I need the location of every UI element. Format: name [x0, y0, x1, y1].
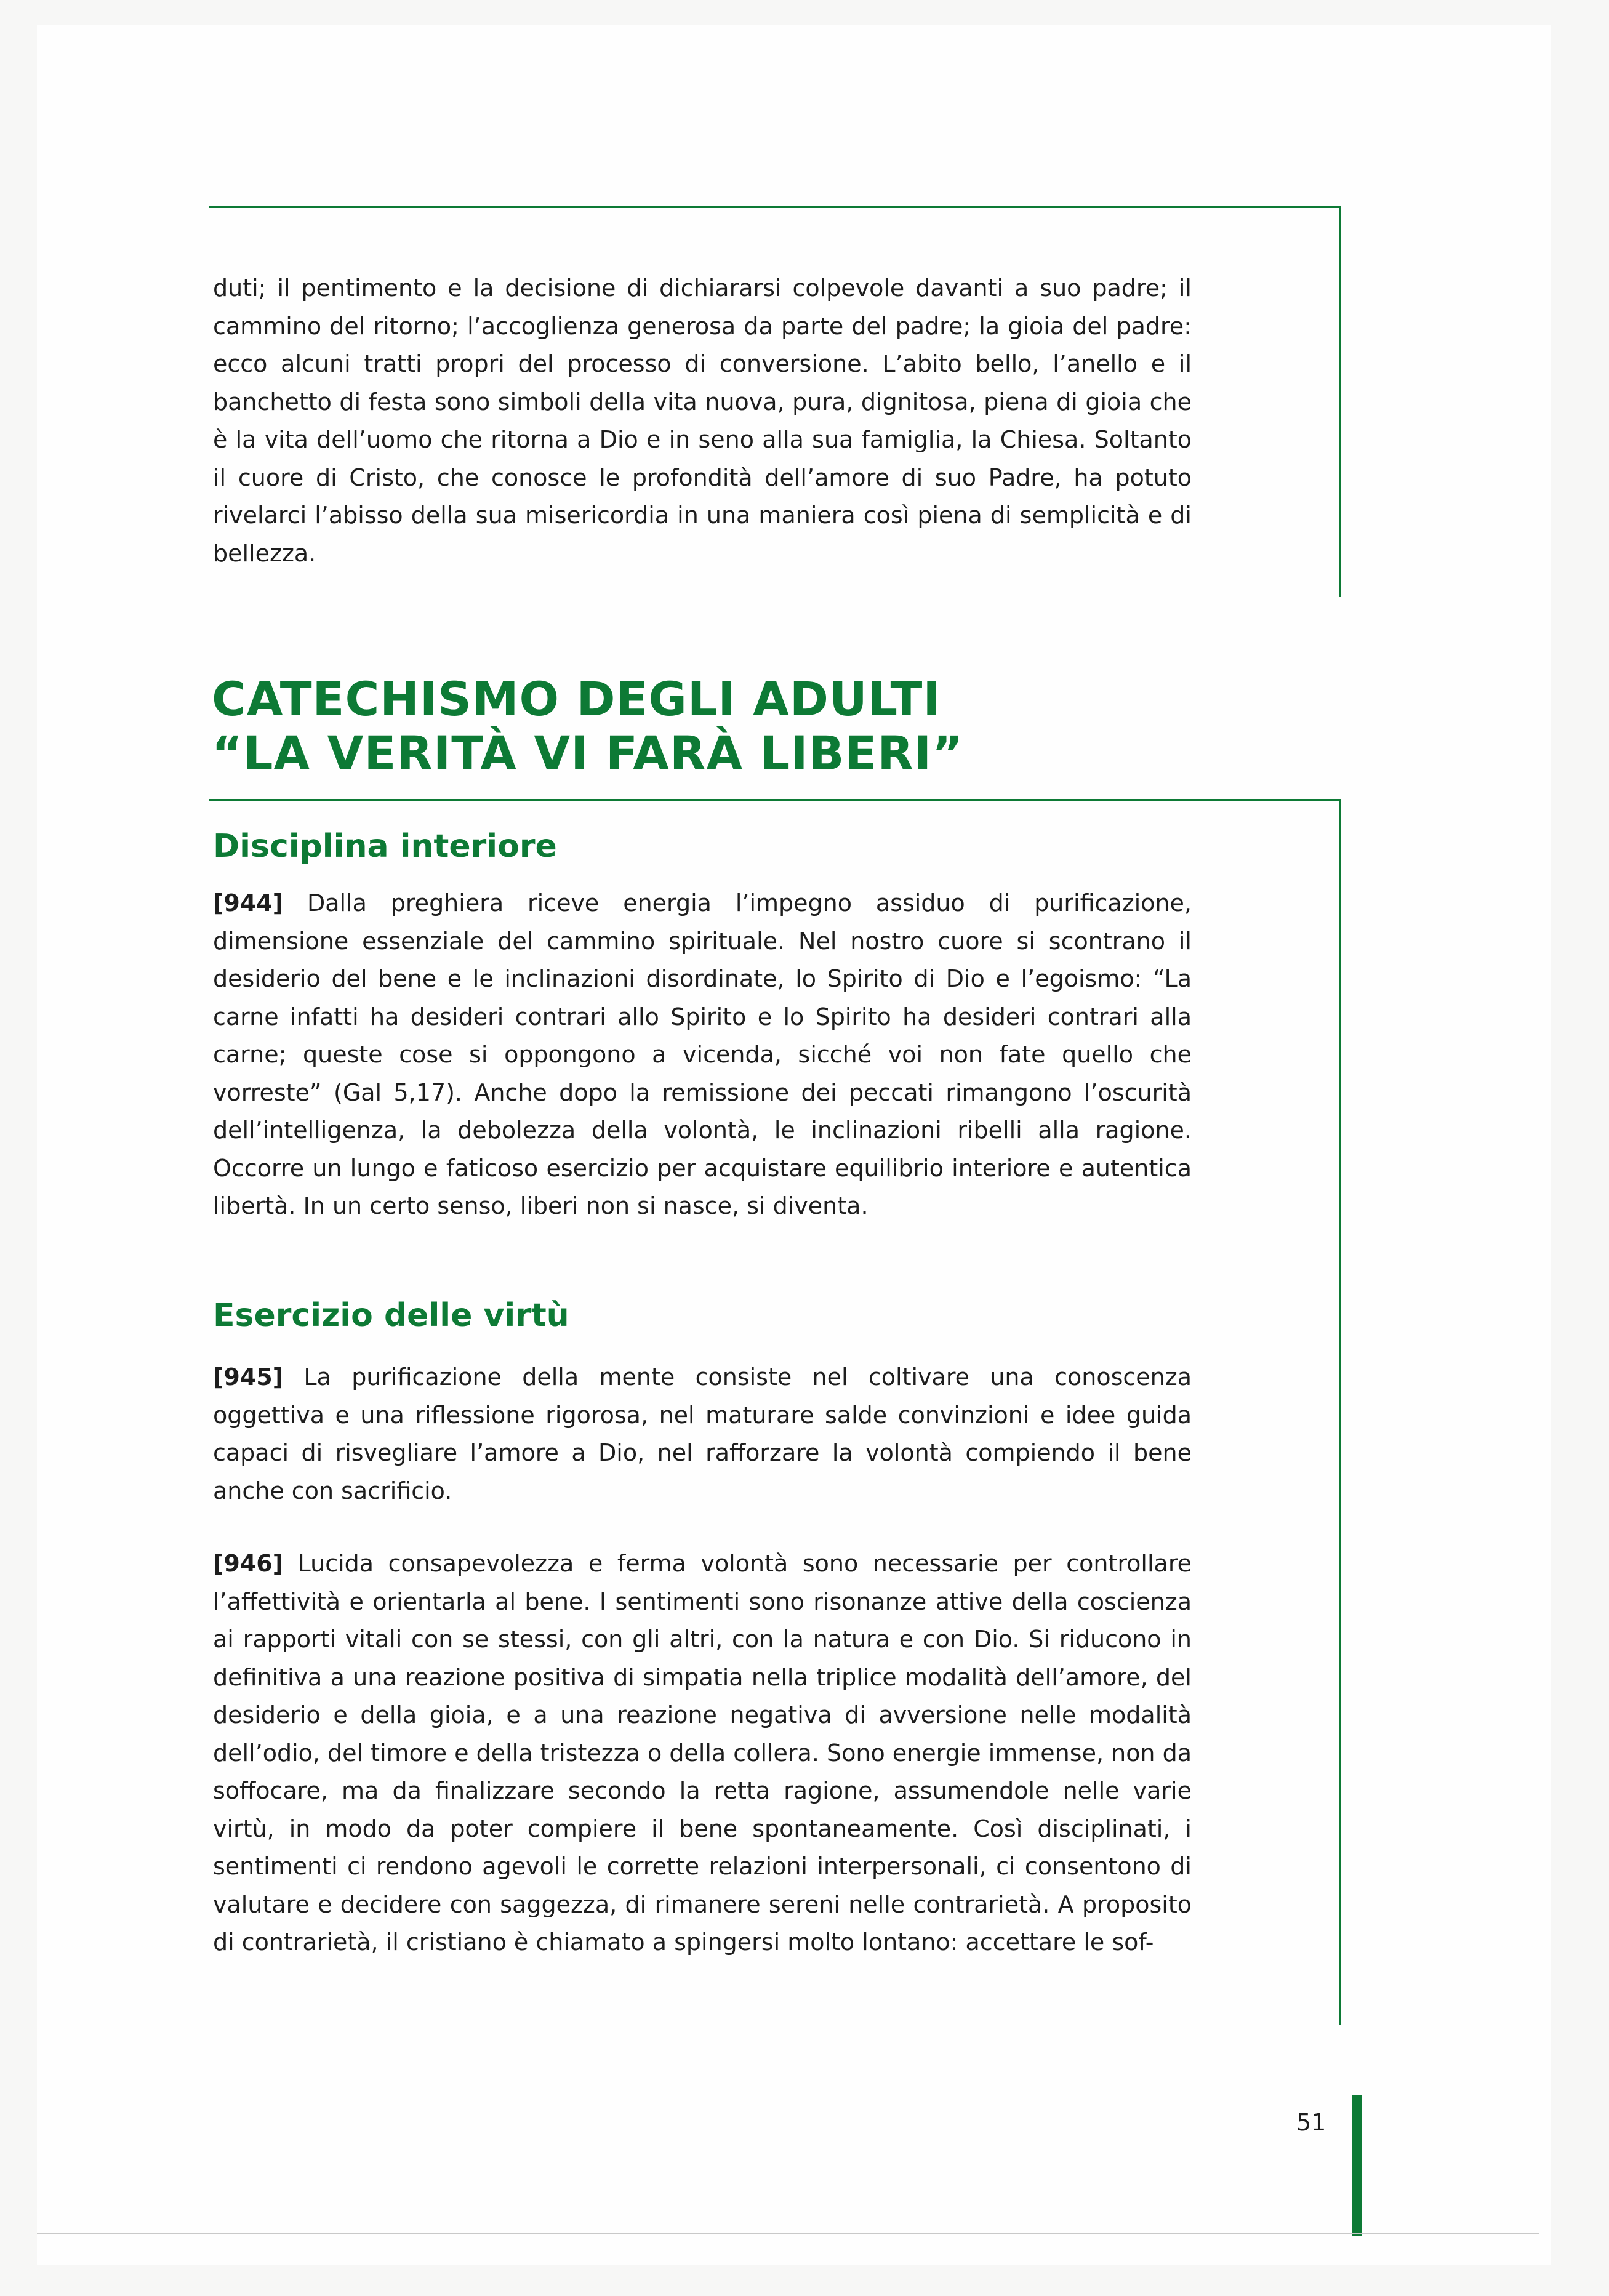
right-margin-rule: [1339, 799, 1341, 2025]
paragraph-945: [213, 1359, 1192, 1510]
intro-paragraph: [213, 270, 1192, 572]
paragraph-946-text: Lucida consapevolezza e ferma volontà sono necessarie per controllare l’affettività e orientarla al bene. I sentimenti sono risonanze attive della coscienza ai rapporti vitali con se stessi, con gli altri, con la natura e con Dio. Si riducono in definitiva a una reazione positiva di simpatia nella triplice modalità dell’amore, del desiderio e della gioia, e a una reazione negativa di avversione nelle modalità dell’odio, del timore e della tristezza o della collera. Sono energie immense, non da soffocare, ma da finalizzare secondo la retta ragione, assumendole nelle varie virtù, in modo da poter compiere il bene spontaneamente. Così disciplinati, i sentimenti ci rendono agevoli le corrette relazioni interpersonali, ci consentono di valutare e decidere con saggezza, di rimanere sereni nelle contrarietà. A proposito di contrarietà, il cristiano è chiamato a spingersi molto lontano: accettare le sof-: [213, 1550, 1192, 1956]
title-rule: [209, 799, 1341, 801]
section-heading-esercizio: Esercizio delle virtù: [213, 1297, 569, 1334]
title-line-1: CATECHISMO DEGLI ADULTI: [212, 672, 941, 726]
page-tab-marker: [1352, 2095, 1362, 2236]
paragraph-946-number: [946]: [213, 1550, 284, 1577]
paragraph-944: [213, 885, 1192, 1226]
top-right-rule: [1339, 206, 1341, 597]
paragraph-945-text: La purificazione della mente consiste nel coltivare una conoscenza oggettiva e una riflessione rigorosa, nel maturare salde convinzioni e idee guida capaci di risvegliare l’amore a Dio, nel rafforzare la volontà compiendo il bene anche con sacrificio.: [213, 1363, 1192, 1504]
paragraph-946: [213, 1545, 1192, 1962]
intro-paragraph-text: duti; il pentimento e la decisione di dichiararsi colpevole davanti a suo padre; il cammino del ritorno; l’accoglienza generosa da parte del padre; la gioia del padre: ecco alcuni tratti propri del processo di conversione. L’abito bello, l’anello e il banchetto di festa sono simboli della vita nuova, pura, dignitosa, piena di gioia che è la vita dell’uomo che ritorna a Dio e in seno alla sua famiglia, la Chiesa. Soltanto il cuore di Cristo, che conosce le profondità dell’amore di suo Padre, ha potuto rivelarci l’abisso della sua misericordia in una maniera così piena di semplicità e di bellezza.: [213, 275, 1192, 567]
page-number: 51: [1296, 2109, 1326, 2136]
bottom-edge-line: [37, 2233, 1539, 2234]
paragraph-944-text: Dalla preghiera riceve energia l’impegno assiduo di purificazione, dimensione essenziale del cammino spirituale. Nel nostro cuore si scontrano il desiderio del bene e le inclinazioni disordinate, lo Spirito di Dio e l’egoismo: “La carne infatti ha desideri contrari allo Spirito e lo Spirito ha desideri contrari alla carne; queste cose si oppongono a vicenda, sicché voi non fate quello che vorreste” (Gal 5,17). Anche dopo la remissione dei peccati rimangono l’oscurità dell’intelligenza, la debolezza della volontà, le inclinazioni ribelli alla ragione. Occorre un lungo e faticoso esercizio per acquistare equilibrio interiore e autentica libertà. In un certo senso, liberi non si nasce, si diventa.: [213, 889, 1192, 1219]
section-heading-disciplina: Disciplina interiore: [213, 828, 557, 865]
page-title: [212, 672, 1197, 781]
paragraph-944-number: [944]: [213, 889, 284, 917]
title-line-2: “LA VERITÀ VI FARÀ LIBERI”: [212, 726, 964, 781]
paragraph-945-number: [945]: [213, 1363, 284, 1391]
top-rule: [209, 206, 1341, 208]
